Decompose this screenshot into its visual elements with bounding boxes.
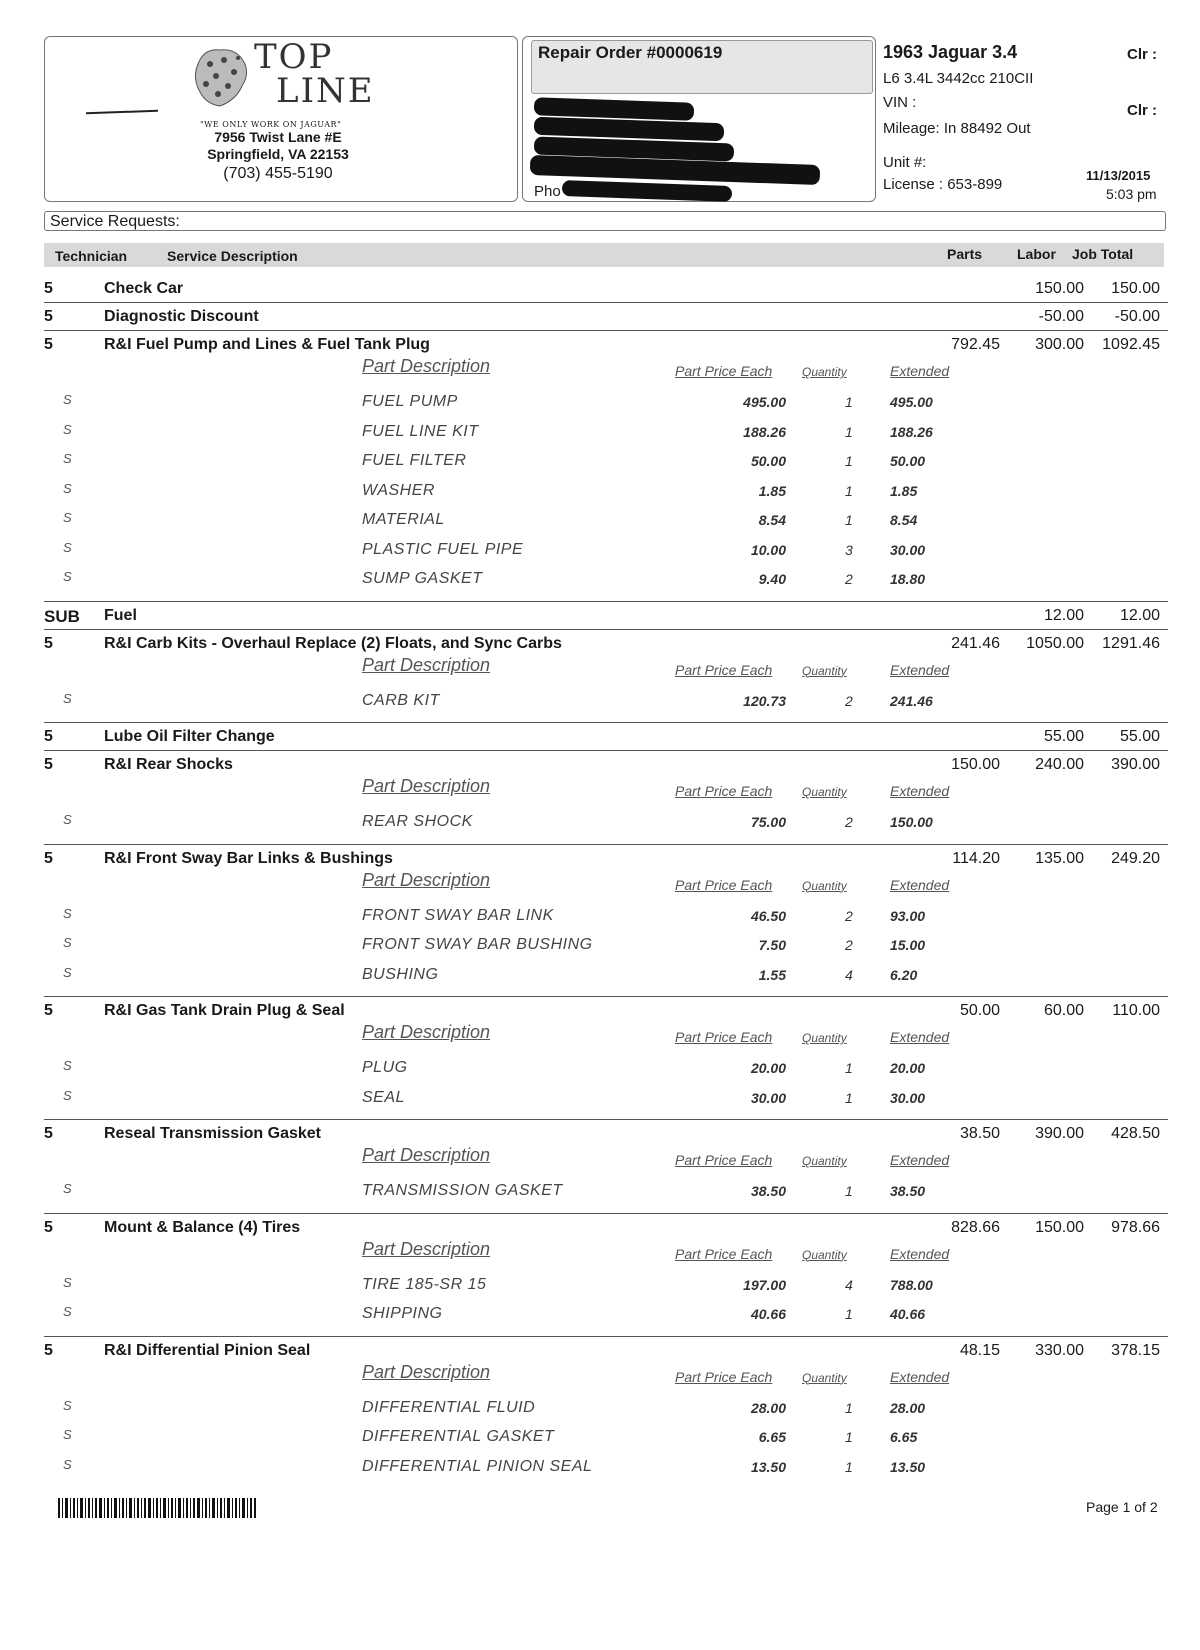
part-quantity: 4 <box>845 1276 853 1293</box>
part-quantity: 2 <box>845 692 853 709</box>
job-parts: 828.66 <box>951 1218 1000 1236</box>
extended-header: Extended <box>890 876 950 893</box>
job-total: 249.20 <box>1111 849 1160 867</box>
vehicle-title: 1963 Jaguar 3.4 <box>883 42 1018 62</box>
part-description: PLASTIC FUEL PIPE <box>362 540 524 558</box>
barcode-icon <box>58 1498 256 1518</box>
repair-order-number: Repair Order #0000619 <box>538 43 723 62</box>
job-separator <box>44 722 1168 723</box>
part-code: S <box>63 1274 72 1290</box>
part-price: 9.40 <box>758 571 786 587</box>
job-parts: 38.50 <box>959 1125 1000 1142</box>
part-price: 197.00 <box>743 1276 786 1293</box>
part-price: 20.00 <box>750 1060 786 1076</box>
part-quantity: 1 <box>845 482 853 499</box>
col-technician: Technician <box>55 248 128 264</box>
color-label-1: Clr : <box>1127 46 1157 63</box>
vehicle-vin: VIN : <box>883 94 917 111</box>
job-separator <box>44 330 1168 331</box>
job-parts: 48.15 <box>959 1341 1000 1359</box>
part-code: S <box>63 690 72 706</box>
quantity-header: Quantity <box>802 1031 847 1045</box>
part-quantity: 1 <box>845 512 853 528</box>
job-parts: 241.46 <box>951 634 1000 652</box>
part-price: 46.50 <box>750 907 786 924</box>
job-description: R&I Gas Tank Drain Plug & Seal <box>104 1002 345 1019</box>
shop-brand <box>254 37 375 111</box>
part-code: S <box>63 935 72 950</box>
job-technician: SUB <box>44 606 80 626</box>
part-description: SUMP GASKET <box>362 570 483 587</box>
job-description: Diagnostic Discount <box>104 308 259 325</box>
job-description: R&I Fuel Pump and Lines & Fuel Tank Plug <box>104 336 430 353</box>
part-description: FUEL PUMP <box>362 393 458 410</box>
part-code: S <box>63 1397 72 1413</box>
part-description: WASHER <box>362 481 435 499</box>
job-labor: 135.00 <box>1035 849 1084 867</box>
quantity-header: Quantity <box>802 878 847 893</box>
customer-phone-label: Pho <box>534 183 561 200</box>
part-price: 40.66 <box>750 1306 786 1322</box>
part-description: TRANSMISSION GASKET <box>362 1182 563 1199</box>
part-code: S <box>63 539 72 555</box>
job-description: R&I Differential Pinion Seal <box>104 1341 311 1359</box>
extended-header: Extended <box>890 661 950 678</box>
job-technician: 5 <box>44 1002 53 1019</box>
service-requests-label: Service Requests: <box>50 213 180 230</box>
job-description: Lube Oil Filter Change <box>104 728 275 745</box>
job-separator <box>44 996 1168 997</box>
job-labor: -50.00 <box>1038 308 1084 325</box>
part-extended: 1.85 <box>890 482 918 499</box>
job-labor: 240.00 <box>1035 756 1084 773</box>
part-extended: 28.00 <box>890 1399 926 1416</box>
part-description-header: Part Description <box>362 1145 491 1165</box>
part-code: S <box>63 1456 72 1472</box>
part-description-header: Part Description <box>362 1238 491 1259</box>
part-price: 30.00 <box>750 1089 786 1106</box>
job-separator <box>44 750 1168 751</box>
part-description: SHIPPING <box>362 1305 443 1322</box>
part-price: 6.65 <box>758 1429 786 1445</box>
part-description: DIFFERENTIAL FLUID <box>362 1398 536 1416</box>
part-quantity: 1 <box>845 1458 853 1475</box>
part-description-header: Part Description <box>362 869 491 890</box>
job-labor: 12.00 <box>1043 606 1084 624</box>
vehicle-license: License : 653-899 <box>883 176 1003 193</box>
part-quantity: 2 <box>845 814 853 830</box>
part-code: S <box>63 1427 72 1442</box>
job-total: 378.15 <box>1111 1341 1160 1359</box>
job-technician: 5 <box>44 280 53 297</box>
part-description: DIFFERENTIAL PINION SEAL <box>362 1457 593 1475</box>
part-description: REAR SHOCK <box>362 813 473 830</box>
part-price: 28.00 <box>750 1399 786 1416</box>
vehicle-mileage: Mileage: In 88492 Out <box>883 120 1031 137</box>
job-description: R&I Rear Shocks <box>104 756 233 773</box>
extended-header: Extended <box>890 1245 950 1262</box>
quantity-header: Quantity <box>802 1247 847 1262</box>
quantity-header: Quantity <box>802 785 847 799</box>
part-code: S <box>63 510 72 525</box>
col-job-total: Job Total <box>1072 246 1134 262</box>
part-extended: 40.66 <box>890 1306 926 1322</box>
part-price: 38.50 <box>750 1183 786 1199</box>
part-price-each-header: Part Price Each <box>675 783 773 799</box>
part-quantity: 1 <box>845 453 853 469</box>
part-price-each-header: Part Price Each <box>675 1152 773 1168</box>
job-technician: 5 <box>44 308 53 325</box>
part-quantity: 3 <box>845 541 853 558</box>
part-quantity: 2 <box>845 571 853 587</box>
part-code: S <box>63 812 72 827</box>
part-code: S <box>63 1087 72 1103</box>
part-price: 75.00 <box>750 814 786 830</box>
job-parts: 50.00 <box>959 1002 1000 1019</box>
job-separator <box>44 1119 1168 1120</box>
part-description: FUEL LINE KIT <box>362 422 479 440</box>
quantity-header: Quantity <box>802 663 847 678</box>
job-total: 390.00 <box>1111 756 1160 773</box>
repair-order-box <box>531 40 873 94</box>
extended-header: Extended <box>890 1152 950 1168</box>
job-technician: 5 <box>44 336 53 353</box>
part-code: S <box>63 1304 72 1319</box>
job-labor: 300.00 <box>1035 336 1084 353</box>
page-number: Page 1 of 2 <box>1086 1499 1158 1515</box>
part-quantity: 1 <box>845 423 853 440</box>
job-technician: 5 <box>44 634 53 652</box>
job-separator <box>44 629 1168 630</box>
order-date: 11/13/2015 <box>1086 168 1151 183</box>
job-labor: 330.00 <box>1035 1341 1084 1359</box>
job-total: 110.00 <box>1112 1002 1160 1019</box>
part-extended: 150.00 <box>890 814 933 830</box>
job-technician: 5 <box>44 1125 53 1142</box>
part-extended: 15.00 <box>890 937 926 953</box>
part-quantity: 1 <box>845 1429 853 1445</box>
shop-brand-line1: TOP <box>254 37 334 77</box>
part-price: 50.00 <box>750 453 786 469</box>
part-quantity: 1 <box>845 1399 853 1416</box>
job-parts: 792.45 <box>951 336 1000 353</box>
col-labor: Labor <box>1017 246 1056 262</box>
part-extended: 241.46 <box>890 692 933 709</box>
job-total: 1092.45 <box>1102 336 1160 353</box>
part-price-each-header: Part Price Each <box>675 1029 773 1045</box>
part-description: SEAL <box>362 1088 405 1106</box>
job-separator <box>44 601 1168 602</box>
job-labor: 150.00 <box>1035 280 1084 297</box>
extended-header: Extended <box>890 363 950 379</box>
part-price: 7.50 <box>758 937 786 953</box>
part-quantity: 1 <box>845 1060 853 1076</box>
part-price-each-header: Part Price Each <box>675 1368 773 1385</box>
part-extended: 20.00 <box>890 1060 926 1076</box>
part-extended: 8.54 <box>890 512 918 528</box>
col-service-description: Service Description <box>167 248 298 264</box>
job-separator <box>44 1213 1168 1214</box>
part-price-each-header: Part Price Each <box>675 363 773 379</box>
part-price-each-header: Part Price Each <box>675 876 773 893</box>
part-price: 120.73 <box>743 692 786 709</box>
part-description: FRONT SWAY BAR BUSHING <box>362 936 593 953</box>
shop-city: Springfield, VA 22153 <box>207 146 349 162</box>
job-description: R&I Carb Kits - Overhaul Replace (2) Floats, and Sync Carbs <box>104 634 562 652</box>
job-labor: 1050.00 <box>1026 634 1084 652</box>
shop-brand-line2: LINE <box>276 71 375 111</box>
job-technician: 5 <box>44 1218 53 1236</box>
part-quantity: 1 <box>845 394 853 410</box>
part-code: S <box>63 1181 72 1196</box>
quantity-header: Quantity <box>802 1370 847 1385</box>
part-code: S <box>63 451 72 466</box>
order-time: 5:03 pm <box>1106 186 1157 202</box>
part-description: MATERIAL <box>362 511 445 528</box>
shop-address: 7956 Twist Lane #E <box>214 129 342 145</box>
part-code: S <box>63 421 72 437</box>
leopard-logo-icon <box>190 44 250 110</box>
job-parts: 114.20 <box>952 849 1000 867</box>
shop-phone: (703) 455-5190 <box>223 165 333 182</box>
shop-tagline: "WE ONLY WORK ON JAGUAR" <box>200 120 342 129</box>
job-total: 55.00 <box>1119 728 1160 745</box>
part-description: PLUG <box>362 1059 408 1076</box>
part-description: TIRE 185-SR 15 <box>362 1275 487 1293</box>
job-labor: 55.00 <box>1043 728 1084 745</box>
part-price-each-header: Part Price Each <box>675 661 773 678</box>
color-label-2: Clr : <box>1127 102 1157 119</box>
part-description: FRONT SWAY BAR LINK <box>362 906 554 924</box>
quantity-header: Quantity <box>802 1154 847 1168</box>
part-extended: 13.50 <box>890 1458 926 1475</box>
part-quantity: 2 <box>845 937 853 953</box>
part-price: 1.85 <box>758 482 786 499</box>
part-extended: 6.65 <box>890 1429 918 1445</box>
part-price: 495.00 <box>743 394 786 410</box>
part-extended: 93.00 <box>890 907 926 924</box>
job-total: 150.00 <box>1111 280 1160 297</box>
extended-header: Extended <box>890 1029 950 1045</box>
part-description: CARB KIT <box>362 691 440 709</box>
part-quantity: 4 <box>845 966 853 983</box>
extended-header: Extended <box>890 783 950 799</box>
part-extended: 6.20 <box>890 966 918 983</box>
part-extended: 50.00 <box>890 453 926 469</box>
part-extended: 30.00 <box>890 1089 926 1106</box>
part-quantity: 1 <box>845 1306 853 1322</box>
part-code: S <box>63 964 72 980</box>
part-price: 13.50 <box>750 1458 786 1475</box>
job-total: 978.66 <box>1111 1218 1160 1236</box>
job-total: 1291.46 <box>1102 634 1160 652</box>
vehicle-unit: Unit #: <box>883 154 927 171</box>
job-technician: 5 <box>44 849 53 867</box>
part-extended: 18.80 <box>890 571 926 587</box>
quantity-header: Quantity <box>802 365 847 379</box>
part-extended: 495.00 <box>890 394 933 410</box>
part-code: S <box>63 905 72 921</box>
service-requests-box <box>44 211 1166 231</box>
part-code: S <box>63 1058 72 1073</box>
job-separator <box>44 302 1168 303</box>
job-separator <box>44 1336 1168 1337</box>
job-total: -50.00 <box>1114 308 1160 325</box>
part-description-header: Part Description <box>362 776 491 796</box>
job-total: 12.00 <box>1119 606 1160 624</box>
part-extended: 38.50 <box>890 1183 926 1199</box>
part-extended: 30.00 <box>890 541 926 558</box>
job-labor: 390.00 <box>1035 1125 1084 1142</box>
job-description: Mount & Balance (4) Tires <box>104 1218 301 1236</box>
part-code: S <box>63 480 72 496</box>
job-labor: 150.00 <box>1035 1218 1084 1236</box>
col-parts: Parts <box>947 246 983 262</box>
part-price-each-header: Part Price Each <box>675 1245 773 1262</box>
part-code: S <box>63 569 72 584</box>
part-description: FUEL FILTER <box>362 452 467 469</box>
part-description: DIFFERENTIAL GASKET <box>362 1428 555 1445</box>
job-technician: 5 <box>44 1341 53 1359</box>
job-description: R&I Front Sway Bar Links & Bushings <box>104 849 393 867</box>
part-price: 1.55 <box>758 966 786 983</box>
part-description-header: Part Description <box>362 1022 491 1042</box>
part-price: 188.26 <box>743 423 786 440</box>
extended-header: Extended <box>890 1368 950 1385</box>
part-quantity: 1 <box>845 1089 853 1106</box>
job-labor: 60.00 <box>1043 1002 1084 1019</box>
part-description-header: Part Description <box>362 1361 491 1382</box>
job-description: Fuel <box>104 606 137 624</box>
part-extended: 788.00 <box>890 1276 933 1293</box>
part-price: 8.54 <box>758 512 786 528</box>
part-description: BUSHING <box>362 965 439 983</box>
job-technician: 5 <box>44 728 53 745</box>
part-description-header: Part Description <box>362 356 491 376</box>
job-total: 428.50 <box>1111 1125 1160 1142</box>
part-description-header: Part Description <box>362 654 491 675</box>
job-description: Check Car <box>104 280 184 297</box>
part-code: S <box>63 392 72 407</box>
job-parts: 150.00 <box>951 756 1000 773</box>
vehicle-engine: L6 3.4L 3442cc 210CII <box>883 70 1034 87</box>
part-price: 10.00 <box>750 541 786 558</box>
job-separator <box>44 844 1168 845</box>
part-extended: 188.26 <box>890 423 933 440</box>
job-technician: 5 <box>44 756 53 773</box>
part-quantity: 1 <box>845 1183 853 1199</box>
job-description: Reseal Transmission Gasket <box>104 1125 321 1142</box>
part-quantity: 2 <box>845 907 853 924</box>
shop-logo <box>190 37 375 120</box>
